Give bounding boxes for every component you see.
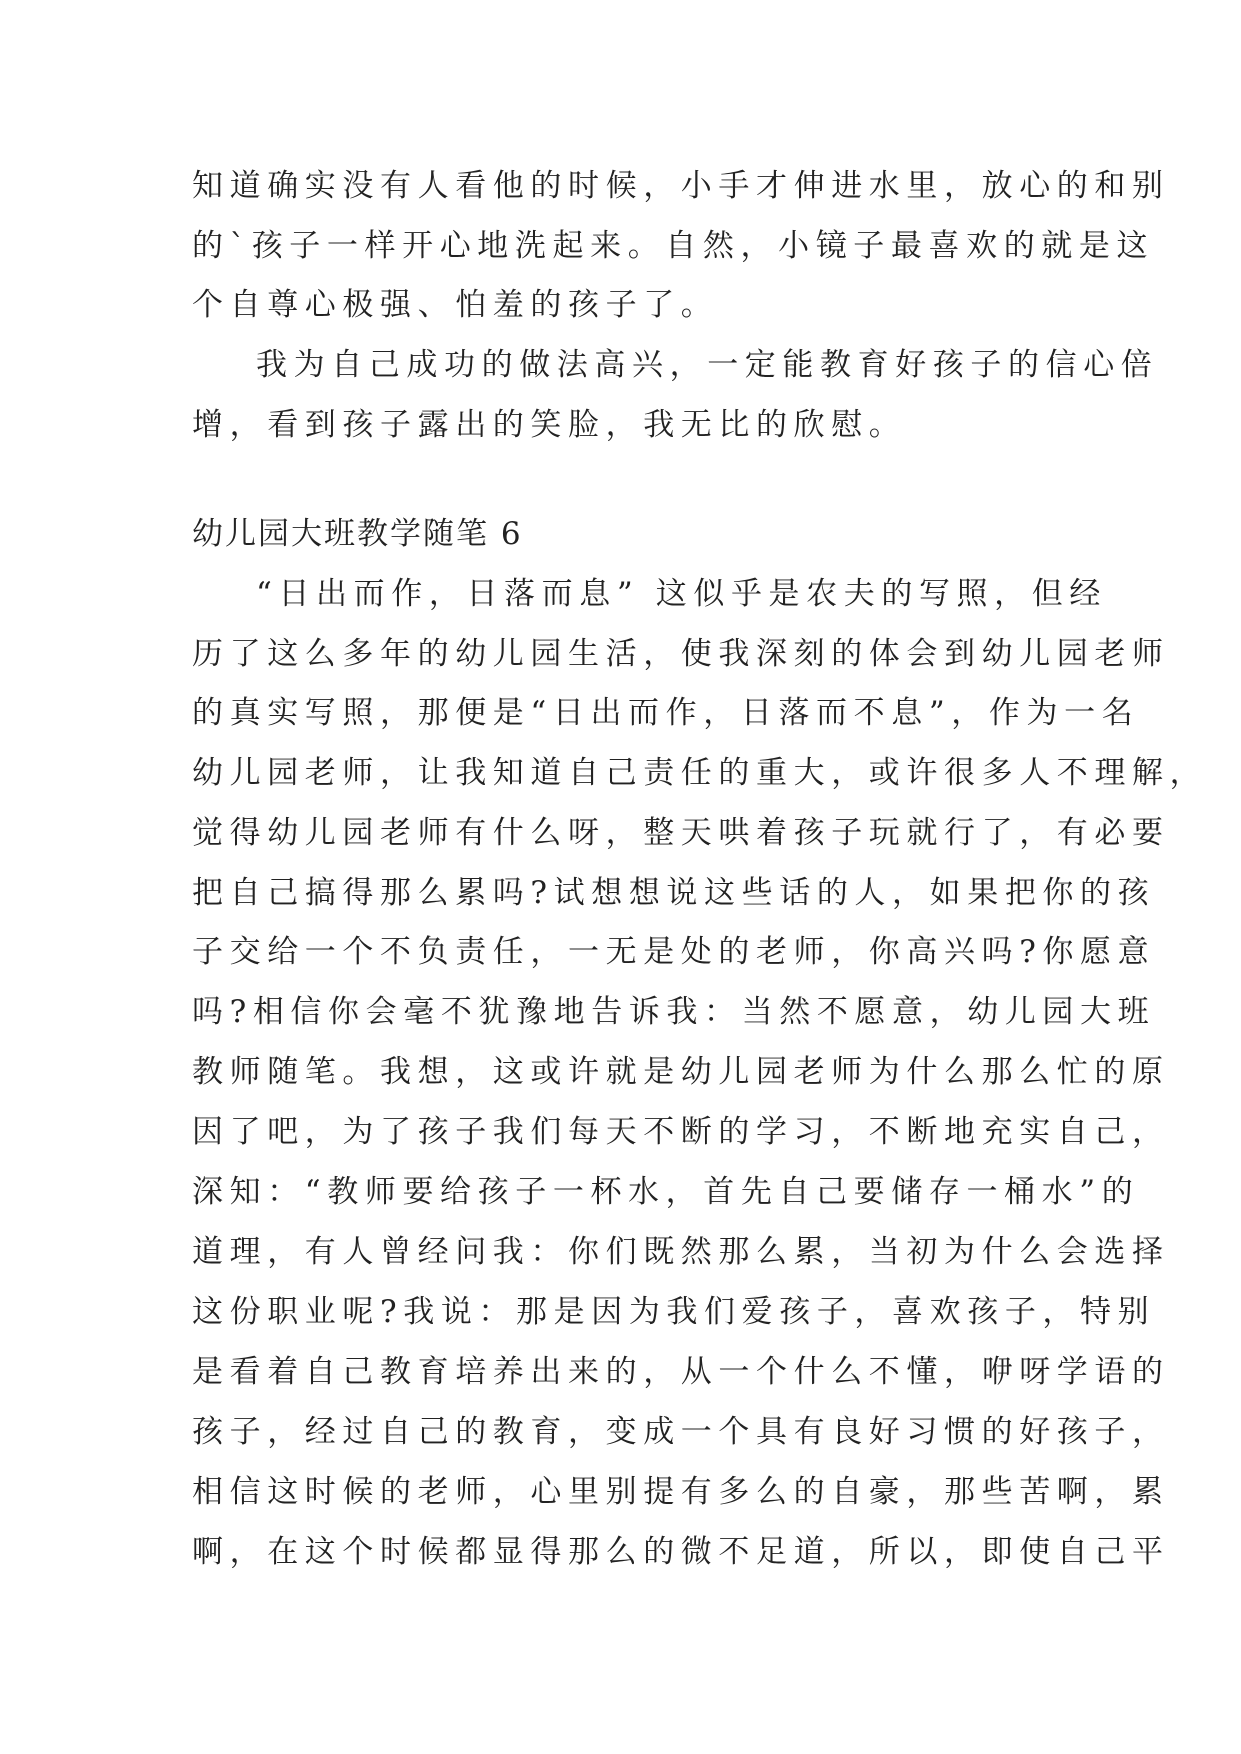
paragraph-line: 是看着自己教育培养出来的，从一个什么不懂，咿呀学语的 <box>192 1354 1170 1390</box>
paragraph-line: 吗?相信你会毫不犹豫地告诉我：当然不愿意，幼儿园大班 <box>192 994 1156 1030</box>
paragraph-line: 把自己搞得那么累吗?试想想说这些话的人，如果把你的孩 <box>192 875 1156 911</box>
paragraph-line: 个自尊心极强、怕羞的孩子了。 <box>192 287 719 323</box>
paragraph-line: 教师随笔。我想，这或许就是幼儿园老师为什么那么忙的原 <box>192 1054 1170 1090</box>
paragraph-line: 幼儿园老师，让我知道自己责任的重大，或许很多人不理解， <box>192 755 1208 791</box>
section-title: 幼儿园大班教学随笔 6 <box>192 516 523 552</box>
paragraph-line: 孩子，经过自己的教育，变成一个具有良好习惯的好孩子， <box>192 1414 1170 1450</box>
paragraph-line: “日出而作，日落而息” 这似乎是农夫的写照，但经 <box>256 576 1107 612</box>
paragraph-line: 增，看到孩子露出的笑脸，我无比的欣慰。 <box>192 407 907 443</box>
paragraph-line: 道理，有人曾经问我：你们既然那么累，当初为什么会选择 <box>192 1234 1170 1270</box>
paragraph-line: 这份职业呢?我说：那是因为我们爱孩子，喜欢孩子，特别 <box>192 1294 1156 1330</box>
paragraph-line: 觉得幼儿园老师有什么呀，整天哄着孩子玩就行了，有必要 <box>192 815 1170 851</box>
paragraph-line: 的真实写照，那便是“日出而作，日落而不息”，作为一名 <box>192 695 1140 731</box>
paragraph-line: 知道确实没有人看他的时候，小手才伸进水里，放心的和别 <box>192 168 1170 204</box>
paragraph-line: 相信这时候的老师，心里别提有多么的自豪，那些苦啊，累 <box>192 1474 1170 1510</box>
paragraph-line: 因了吧，为了孩子我们每天不断的学习，不断地充实自己， <box>192 1114 1170 1150</box>
paragraph-line: 深知：“教师要给孩子一杯水，首先自己要储存一桶水”的 <box>192 1174 1140 1210</box>
paragraph-line: 历了这么多年的幼儿园生活，使我深刻的体会到幼儿园老师 <box>192 636 1170 672</box>
paragraph-line: 啊，在这个时候都显得那么的微不足道，所以，即使自己平 <box>192 1534 1170 1570</box>
paragraph-line: 我为自己成功的做法高兴，一定能教育好孩子的信心倍 <box>256 347 1159 383</box>
paragraph-line: 的`孩子一样开心地洗起来。自然，小镜子最喜欢的就是这 <box>192 228 1155 264</box>
paragraph-line: 子交给一个不负责任，一无是处的老师，你高兴吗?你愿意 <box>192 934 1156 970</box>
